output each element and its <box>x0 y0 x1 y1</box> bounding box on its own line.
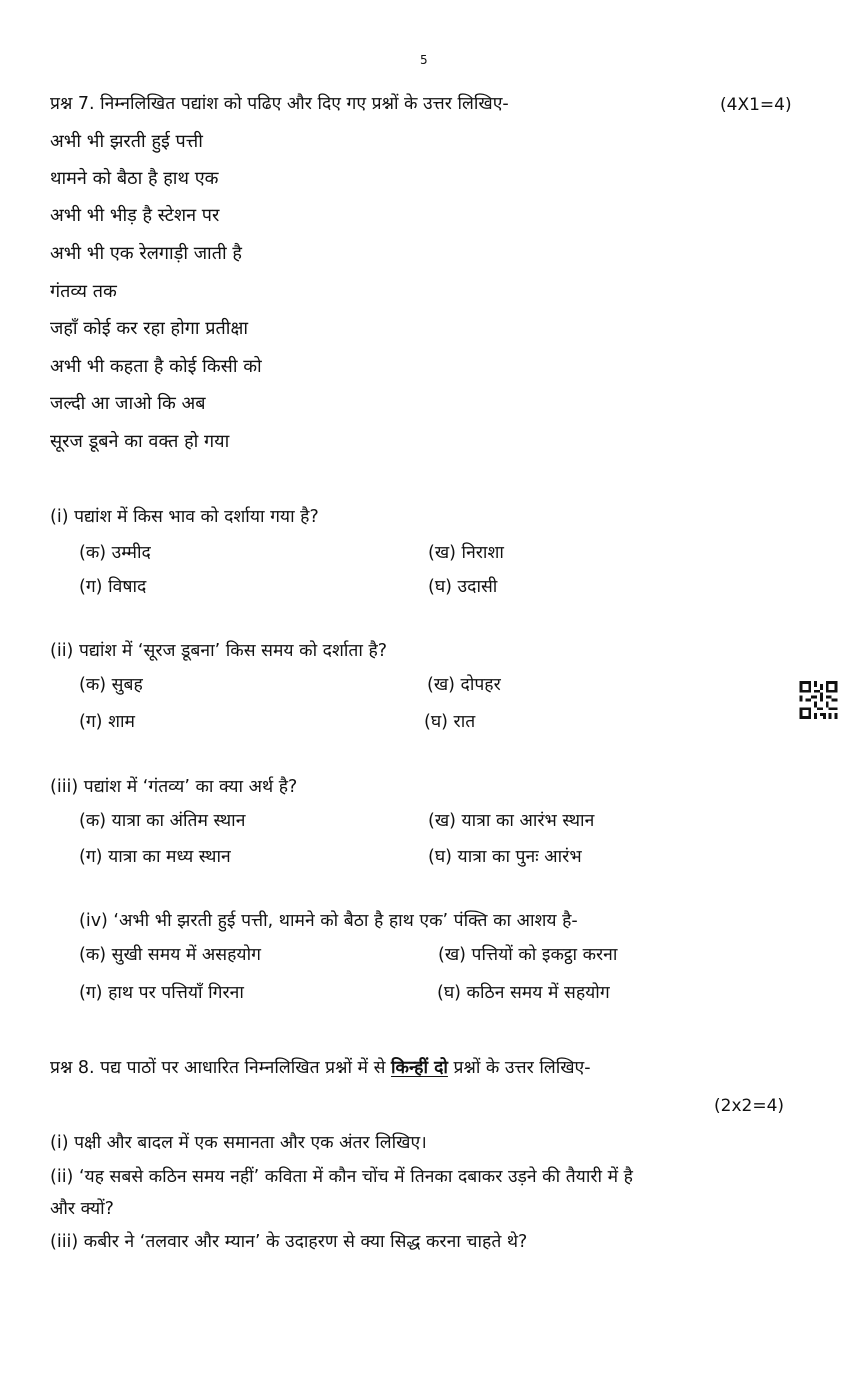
option: (क) सुखी समय में असहयोग <box>79 945 261 965</box>
q8-question: (ii) ‘यह सबसे कठिन समय नहीं’ कविता में कौन चोंच में तिनका दबाकर उड़ने की तैयारी में है <box>50 1167 633 1187</box>
option: (ख) निराशा <box>428 543 504 563</box>
poem-line: थामने को बैठा है हाथ एक <box>50 168 219 189</box>
q7-subquestion: (iv) ‘अभी भी झरती हुई पत्ती, थामने को बैठा है हाथ एक’ पंक्ति का आशय है- <box>79 911 578 931</box>
option: (ग) यात्रा का मध्य स्थान <box>79 847 231 867</box>
poem-line: जहाँ कोई कर रहा होगा प्रतीक्षा <box>50 318 249 339</box>
option: (घ) कठिन समय में सहयोग <box>437 983 610 1003</box>
q7-subquestion: (ii) पद्यांश में ‘सूरज डूबना’ किस समय को दर्शाता है? <box>50 641 388 661</box>
option: (ग) हाथ पर पत्तियाँ गिरना <box>79 983 244 1003</box>
q8-question-continued: और क्यों? <box>50 1199 114 1219</box>
option: (क) यात्रा का अंतिम स्थान <box>79 811 246 831</box>
q8-heading-pre: प्रश्न 8. पद्य पाठों पर आधारित निम्नलिखित प्रश्नों में से <box>50 1058 391 1078</box>
q7-subquestion: (iii) पद्यांश में ‘गंतव्य’ का क्या अर्थ है? <box>50 777 298 797</box>
option: (ख) पत्तियों को इकट्ठा करना <box>438 945 618 965</box>
qr-code-icon <box>799 681 838 719</box>
poem-line: गंतव्य तक <box>50 281 117 302</box>
option: (घ) यात्रा का पुनः आरंभ <box>428 847 582 867</box>
q8-heading-emphasis: किन्हीं दो <box>390 1058 448 1078</box>
option: (घ) रात <box>424 712 476 732</box>
q7-subquestion: (i) पद्यांश में किस भाव को दर्शाया गया है? <box>50 507 319 527</box>
poem-line: अभी भी झरती हुई पत्ती <box>50 131 203 152</box>
q8-question: (iii) कबीर ने ‘तलवार और म्यान’ के उदाहरण से क्या सिद्ध करना चाहते थे? <box>50 1232 528 1252</box>
q8-heading-post: प्रश्नों के उत्तर लिखिए- <box>447 1058 591 1078</box>
q8-marks: (2x2=4) <box>714 1096 785 1116</box>
poem-line: अभी भी कहता है कोई किसी को <box>50 356 262 377</box>
option: (ग) विषाद <box>79 577 147 597</box>
page-number: 5 <box>420 53 428 67</box>
option: (घ) उदासी <box>428 577 498 597</box>
q8-question: (i) पक्षी और बादल में एक समानता और एक अंतर लिखिए। <box>50 1133 427 1153</box>
q7-heading: प्रश्न 7. निम्नलिखित पद्यांश को पढिए और दिए गए प्रश्नों के उत्तर लिखिए- <box>50 94 509 114</box>
option: (ग) शाम <box>79 712 135 732</box>
q8-heading <box>50 1060 591 1078</box>
option: (क) सुबह <box>79 675 143 695</box>
q7-marks: (4X1=4) <box>720 95 792 115</box>
poem-line: सूरज डूबने का वक्त हो गया <box>50 431 230 452</box>
option: (क) उम्मीद <box>79 543 151 563</box>
option: (ख) यात्रा का आरंभ स्थान <box>428 811 595 831</box>
poem-line: अभी भी एक रेलगाड़ी जाती है <box>50 243 242 264</box>
option: (ख) दोपहर <box>427 675 501 695</box>
poem-line: अभी भी भीड़ है स्टेशन पर <box>50 205 220 226</box>
poem-line: जल्दी आ जाओ कि अब <box>50 393 206 414</box>
